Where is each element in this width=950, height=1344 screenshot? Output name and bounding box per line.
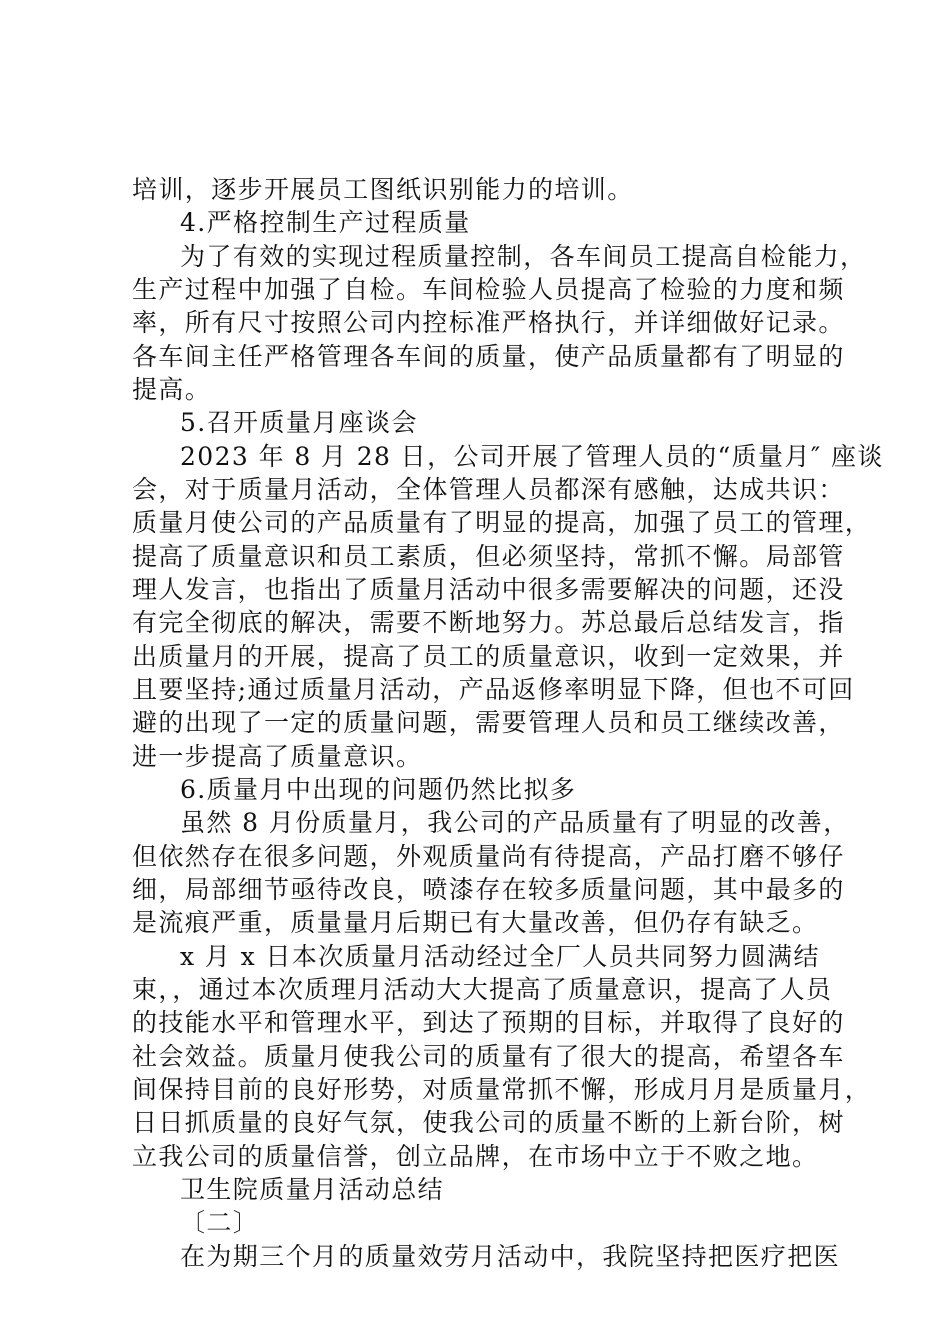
text-line: 在为期三个月的质量效劳月活动中，我院坚持把医疗把医	[180, 1242, 841, 1271]
text-line: 率，所有尺寸按照公司内控标准严格执行，并详细做好记录。	[132, 308, 845, 337]
text-line: 培训，逐步开展员工图纸识别能力的培训。	[132, 175, 634, 204]
text-line: 且要坚持;通过质量月活动，产品返修率明显下降，但也不可回	[132, 675, 855, 704]
text-line: 提高了质量意识和员工素质，但必须坚持，常抓不懈。局部管	[132, 542, 845, 571]
text-line: 的技能水平和管理水平，到达了预期的目标，并取得了良好的	[132, 1008, 845, 1037]
text-line: 有完全彻底的解决，需要不断地努力。苏总最后总结发言，指	[132, 608, 845, 637]
text-line: x 月 x 日本次质量月活动经过全厂人员共同努力圆满结	[180, 942, 820, 971]
text-line: 各车间主任严格管理各车间的质量，使产品质量都有了明显的	[132, 342, 845, 371]
document-title: 卫生院质量月活动总结	[180, 1175, 445, 1204]
text-line: 避的出现了一定的质量问题，需要管理人员和员工继续改善，	[132, 708, 845, 737]
text-line: 间保持目前的良好形势，对质量常抓不懈，形成月月是质量月，	[132, 1075, 872, 1104]
document-subtitle: 〔二〕	[180, 1208, 260, 1237]
section-heading: 6.质量月中出现的问题仍然比拟多	[180, 775, 577, 804]
text-line: 会，对于质量月活动，全体管理人员都深有感触，达成共识：	[132, 475, 845, 504]
text-line: 质量月使公司的产品质量有了明显的提高，加强了员工的管理，	[132, 508, 872, 537]
text-line: 提高。	[132, 375, 212, 404]
text-line: 细，局部细节亟待改良，喷漆存在较多质量问题，其中最多的	[132, 875, 845, 904]
text-line: 立我公司的质量信誉，创立品牌，在市场中立于不败之地。	[132, 1142, 819, 1171]
text-line: 理人发言，也指出了质量月活动中很多需要解决的问题，还没	[132, 575, 845, 604]
section-heading: 5.召开质量月座谈会	[180, 408, 418, 437]
text-line: 进一步提高了质量意识。	[132, 742, 423, 771]
text-line: 社会效益。质量月使我公司的质量有了很大的提高，希望各车	[132, 1042, 845, 1071]
text-line: 出质量月的开展，提高了员工的质量意识，收到一定效果，并	[132, 642, 845, 671]
text-line: 2023 年 8 月 28 日，公司开展了管理人员的“质量月″ 座谈	[180, 442, 884, 471]
text-line: 但依然存在很多问题，外观质量尚有待提高，产品打磨不够仔	[132, 842, 845, 871]
text-line: 生产过程中加强了自检。车间检验人员提高了检验的力度和频	[132, 275, 845, 304]
section-heading: 4.严格控制生产过程质量	[180, 208, 471, 237]
text-line: 日日抓质量的良好气氛，使我公司的质量不断的上新台阶，树	[132, 1108, 845, 1137]
text-line: 虽然 8 月份质量月，我公司的产品质量有了明显的改善，	[180, 808, 850, 837]
text-line: 束，，通过本次质理月活动大大提高了质量意识，提高了人员	[132, 975, 833, 1004]
text-line: 是流痕严重，质量量月后期已有大量改善，但仍存有缺乏。	[132, 908, 819, 937]
text-line: 为了有效的实现过程质量控制，各车间员工提高自检能力，	[180, 242, 867, 271]
